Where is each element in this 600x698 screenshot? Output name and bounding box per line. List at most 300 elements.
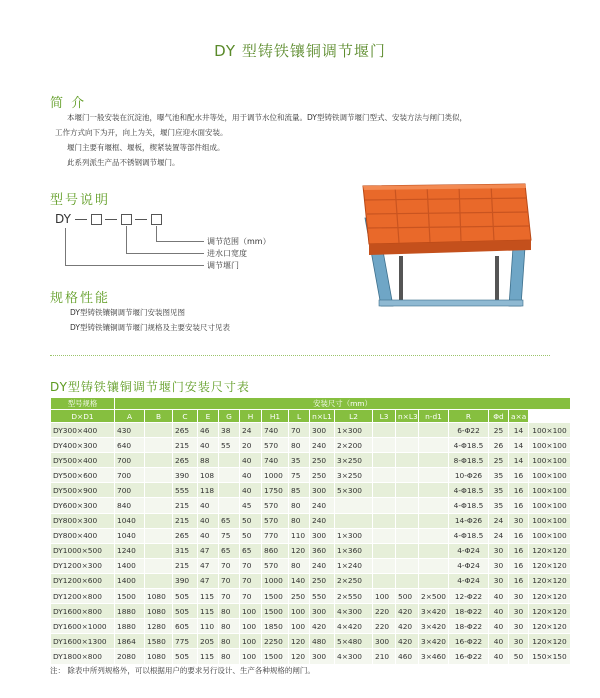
value-cell: 120×120 [529,558,571,573]
value-cell: 30 [509,619,529,634]
page-title: DY 型铸铁镶铜调节堰门 [214,42,386,60]
value-cell: 120×120 [529,543,571,558]
value-cell: 120 [289,649,310,664]
value-cell: 390 [173,573,198,588]
value-cell [219,498,240,513]
value-cell: 10-Φ26 [449,468,489,483]
value-cell: 740 [262,453,289,468]
spec-table [50,397,571,665]
model-box [151,214,162,225]
intro-text [55,110,467,170]
value-cell [219,453,240,468]
value-cell: 4-Φ18.5 [449,483,489,498]
value-cell: 26 [489,438,509,453]
value-cell: 605 [173,619,198,634]
value-cell: 550 [310,589,335,604]
leader-line [156,241,204,242]
value-cell: 120×120 [529,619,571,634]
intro-heading: 简 介 [50,96,87,111]
col-head: L3 [373,410,396,423]
value-cell: 50 [240,528,262,543]
table-row [51,649,571,664]
model-dash [135,219,147,220]
value-cell: 100 [289,604,310,619]
value-cell: 80 [289,513,310,528]
value-cell: 1240 [115,543,145,558]
value-cell: 1500 [262,604,289,619]
value-cell: 215 [173,498,198,513]
model-cell: DY1200×300 [51,558,115,573]
value-cell: 120 [289,543,310,558]
value-cell [396,483,419,498]
value-cell: 505 [173,604,198,619]
value-cell [145,438,173,453]
value-cell: 100 [240,634,262,649]
value-cell: 47 [198,558,219,573]
value-cell [419,438,449,453]
value-cell: 40 [489,604,509,619]
value-cell: 75 [219,528,240,543]
value-cell [373,438,396,453]
value-cell: 215 [173,438,198,453]
value-cell: 30 [489,558,509,573]
value-cell [373,513,396,528]
value-cell [396,468,419,483]
value-cell: 3×420 [419,604,449,619]
value-cell [373,543,396,558]
value-cell: 25 [489,453,509,468]
table-row [51,453,571,468]
value-cell: 35 [489,483,509,498]
value-cell: 16 [509,468,529,483]
value-cell: 16-Φ22 [449,649,489,664]
specs-heading: 规格性能 [50,291,111,306]
intro-line: 本堰门一般安装在沉淀池，曝气池和配水井等处，用于调节水位和流量。DY型铸铁调节堰门型式、安装方法与闸门类似， [67,113,467,122]
table-row [51,558,571,573]
value-cell [145,573,173,588]
value-cell: 30 [489,543,509,558]
specs-line: DY型铸铁镶铜调节堰门安装图见图 [70,308,185,317]
value-cell: 47 [198,573,219,588]
value-cell: 1000 [262,573,289,588]
value-cell: 40 [489,649,509,664]
value-cell [219,468,240,483]
model-prefix: DY [55,212,71,226]
value-cell: 25 [489,423,509,438]
value-cell: 100×100 [529,453,571,468]
value-cell: 420 [396,619,419,634]
value-cell: 16 [509,573,529,588]
value-cell [145,558,173,573]
specs-text [70,305,230,335]
intro-line: 此系列派生产品不锈钢调节堰门。 [67,158,180,167]
value-cell [396,498,419,513]
value-cell: 16-Φ22 [449,634,489,649]
value-cell [373,483,396,498]
value-cell: 100×100 [529,513,571,528]
value-cell: 420 [310,619,335,634]
value-cell: 85 [289,483,310,498]
value-cell: 300 [310,483,335,498]
value-cell: 300 [373,634,396,649]
value-cell: 110 [198,619,219,634]
value-cell: 80 [219,649,240,664]
value-cell: 4×420 [335,619,373,634]
value-cell: 860 [262,543,289,558]
value-cell: 505 [173,589,198,604]
intro-line: 工作方式向下为开，向上为关，堰门应迎水面安装。 [55,128,228,137]
model-cell: DY400×300 [51,438,115,453]
value-cell: 4-Φ18.5 [449,438,489,453]
value-cell: 1880 [115,619,145,634]
model-box [91,214,102,225]
value-cell: 300 [310,604,335,619]
value-cell [396,453,419,468]
section-divider [50,355,550,356]
value-cell: 220 [373,604,396,619]
value-cell [145,468,173,483]
value-cell: 100 [373,589,396,604]
value-cell: 430 [115,423,145,438]
table-row [51,528,571,543]
value-cell: 115 [198,649,219,664]
table-row [51,589,571,604]
value-cell: 24 [489,513,509,528]
value-cell [419,558,449,573]
model-cell: DY600×300 [51,498,115,513]
col-head: A [115,410,145,423]
value-cell: 1080 [145,649,173,664]
model-code-diagram [55,212,315,274]
value-cell: 75 [289,468,310,483]
value-cell [373,573,396,588]
value-cell: 2×550 [335,589,373,604]
value-cell: 20 [240,438,262,453]
value-cell: 210 [373,649,396,664]
value-cell [419,573,449,588]
value-cell: 300 [310,528,335,543]
value-cell: 4-Φ18.5 [449,528,489,543]
value-cell: 1864 [115,634,145,649]
value-cell: 40 [198,438,219,453]
value-cell: 40 [240,483,262,498]
value-cell: 40 [198,513,219,528]
table-row [51,543,571,558]
value-cell [373,558,396,573]
footnote: 注： 除表中所列规格外，可以根据用户的要求另行设计、生产各种规格的闸门。 [50,666,315,675]
model-dash [105,219,117,220]
value-cell: 300 [310,649,335,664]
value-cell: 50 [509,649,529,664]
col-head-model-sub: D×D1 [51,410,115,423]
value-cell: 215 [173,513,198,528]
col-head: n×L1 [310,410,335,423]
value-cell: 265 [173,528,198,543]
value-cell: 1080 [145,589,173,604]
value-cell: 240 [310,498,335,513]
value-cell: 40 [198,528,219,543]
model-cell: DY1200×800 [51,589,115,604]
value-cell: 1×300 [335,528,373,543]
value-cell: 480 [310,634,335,649]
value-cell: 1500 [262,589,289,604]
value-cell: 80 [289,558,310,573]
col-head-group: 安装尺寸（mm） [115,398,571,410]
value-cell [419,498,449,513]
table-row [51,438,571,453]
value-cell: 740 [262,423,289,438]
value-cell: 35 [489,498,509,513]
model-box [121,214,132,225]
value-cell [396,513,419,528]
col-head: R [449,410,489,423]
col-head: Φd [489,410,509,423]
value-cell: 80 [289,498,310,513]
value-cell: 240 [310,438,335,453]
value-cell: 215 [173,558,198,573]
value-cell: 70 [240,589,262,604]
col-head: n-d1 [419,410,449,423]
value-cell: 420 [396,604,419,619]
value-cell: 100×100 [529,528,571,543]
value-cell: 115 [198,589,219,604]
table-row [51,483,571,498]
value-cell: 1500 [262,649,289,664]
value-cell: 100 [240,649,262,664]
value-cell: 1×360 [335,543,373,558]
value-cell: 14 [509,453,529,468]
value-cell [335,498,373,513]
value-cell: 250 [310,468,335,483]
value-cell [396,573,419,588]
value-cell: 30 [509,513,529,528]
value-cell [419,468,449,483]
col-head: C [173,410,198,423]
value-cell: 4-Φ24 [449,573,489,588]
value-cell: 6-Φ22 [449,423,489,438]
value-cell: 80 [219,604,240,619]
value-cell: 100 [240,619,262,634]
value-cell: 16 [509,498,529,513]
model-cell: DY1600×1300 [51,634,115,649]
value-cell: 65 [219,513,240,528]
value-cell: 100×100 [529,498,571,513]
col-head: H [240,410,262,423]
value-cell [145,528,173,543]
leader-line [126,226,127,253]
value-cell: 3×420 [419,634,449,649]
value-cell: 100×100 [529,423,571,438]
value-cell: 570 [262,513,289,528]
value-cell: 1750 [262,483,289,498]
value-cell: 360 [310,543,335,558]
value-cell: 3×250 [335,468,373,483]
model-cell: DY300×400 [51,423,115,438]
value-cell [419,513,449,528]
table-row [51,634,571,649]
model-heading: 型号说明 [50,193,111,208]
value-cell: 250 [310,453,335,468]
value-cell: 250 [289,589,310,604]
value-cell: 1000 [262,468,289,483]
value-cell: 205 [198,634,219,649]
value-cell: 70 [240,573,262,588]
value-cell: 500 [396,589,419,604]
value-cell: 40 [240,468,262,483]
value-cell [419,528,449,543]
value-cell [419,483,449,498]
value-cell: 2×250 [335,573,373,588]
value-cell: 1880 [115,604,145,619]
model-cell: DY500×400 [51,453,115,468]
value-cell: 265 [173,423,198,438]
value-cell: 115 [198,604,219,619]
value-cell: 14 [509,423,529,438]
value-cell: 555 [173,483,198,498]
value-cell: 2250 [262,634,289,649]
value-cell [373,423,396,438]
value-cell: 150×150 [529,649,571,664]
value-cell: 4×300 [335,604,373,619]
value-cell: 80 [219,634,240,649]
value-cell: 110 [289,528,310,543]
value-cell [396,438,419,453]
value-cell: 220 [373,619,396,634]
value-cell [145,513,173,528]
value-cell: 2080 [115,649,145,664]
value-cell: 108 [198,468,219,483]
leader-line [126,253,204,254]
value-cell: 5×480 [335,634,373,649]
model-cell: DY1200×600 [51,573,115,588]
value-cell [396,558,419,573]
value-cell: 24 [240,423,262,438]
model-label-range: 调节范围（mm） [207,237,271,246]
value-cell: 390 [173,468,198,483]
value-cell: 30 [509,634,529,649]
value-cell: 100 [289,619,310,634]
value-cell: 700 [115,468,145,483]
value-cell: 24 [489,528,509,543]
value-cell: 120×120 [529,573,571,588]
value-cell: 18-Φ22 [449,604,489,619]
col-head: B [145,410,173,423]
col-head: G [219,410,240,423]
value-cell: 1×240 [335,558,373,573]
value-cell: 70 [219,589,240,604]
value-cell: 1280 [145,619,173,634]
value-cell: 70 [240,558,262,573]
table-row [51,573,571,588]
model-cell: DY800×400 [51,528,115,543]
table-body [51,423,571,665]
leader-line [156,226,157,241]
col-head: E [198,410,219,423]
col-head: a×a [509,410,529,423]
value-cell: 30 [489,573,509,588]
value-cell: 120×120 [529,634,571,649]
value-cell: 100×100 [529,438,571,453]
value-cell: 118 [198,483,219,498]
col-head: H1 [262,410,289,423]
value-cell: 4×300 [335,649,373,664]
table-row [51,498,571,513]
value-cell [419,543,449,558]
model-cell: DY1600×800 [51,604,115,619]
value-cell: 40 [489,589,509,604]
value-cell [335,513,373,528]
value-cell: 100×100 [529,483,571,498]
value-cell: 1040 [115,513,145,528]
value-cell: 775 [173,634,198,649]
value-cell: 80 [289,438,310,453]
value-cell: 250 [310,573,335,588]
value-cell: 100×100 [529,468,571,483]
value-cell: 505 [173,649,198,664]
value-cell: 30 [509,589,529,604]
value-cell [219,483,240,498]
value-cell: 420 [396,634,419,649]
value-cell: 2×200 [335,438,373,453]
col-head: n×L3 [396,410,419,423]
leader-line [65,265,204,266]
value-cell [396,543,419,558]
value-cell: 16 [509,543,529,558]
value-cell: 88 [198,453,219,468]
value-cell: 1400 [115,573,145,588]
value-cell: 14-Φ26 [449,513,489,528]
value-cell: 2×500 [419,589,449,604]
value-cell: 840 [115,498,145,513]
model-label-width: 进水口宽度 [207,249,247,258]
value-cell [145,498,173,513]
value-cell: 570 [262,558,289,573]
model-cell: DY1600×1000 [51,619,115,634]
model-cell: DY800×300 [51,513,115,528]
value-cell: 700 [115,483,145,498]
value-cell: 30 [509,604,529,619]
table-title: DY型铸铁镶铜调节堰门安装尺寸表 [50,380,250,394]
value-cell: 3×250 [335,453,373,468]
value-cell: 40 [489,634,509,649]
value-cell: 315 [173,543,198,558]
value-cell: 770 [262,528,289,543]
leader-line [65,228,66,265]
specs-line: DY型铸铁镶铜调节堰门规格及主要安装尺寸见表 [70,323,230,332]
value-cell: 4-Φ24 [449,543,489,558]
table-row [51,604,571,619]
value-cell: 38 [219,423,240,438]
value-cell: 1×300 [335,423,373,438]
value-cell [373,498,396,513]
model-label-gate: 调节堰门 [207,261,239,270]
value-cell: 14 [509,438,529,453]
value-cell: 640 [115,438,145,453]
value-cell: 16 [509,558,529,573]
value-cell: 120×120 [529,604,571,619]
value-cell [145,543,173,558]
value-cell [145,423,173,438]
value-cell: 65 [219,543,240,558]
value-cell: 40 [489,619,509,634]
value-cell: 300 [310,423,335,438]
value-cell: 120 [289,634,310,649]
value-cell: 40 [240,453,262,468]
model-cell: DY1800×800 [51,649,115,664]
model-cell: DY500×900 [51,483,115,498]
model-dash [75,219,87,220]
value-cell: 570 [262,498,289,513]
